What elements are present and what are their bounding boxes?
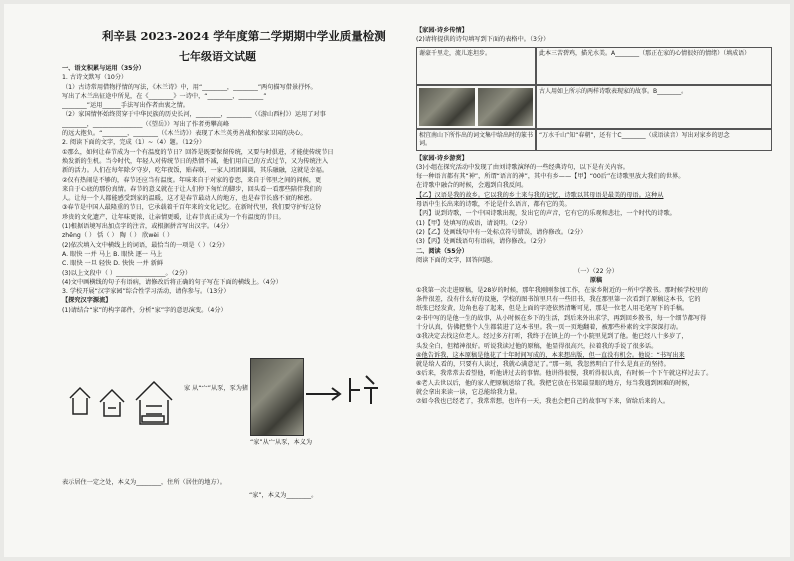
text-line: 人。让每一个人都能感受到家的温暖，这才是春节最动人的地方，也是春节长盛不衰的秘密。 [62, 195, 316, 203]
text-line: (1)请结合“家”的构字部件，分析“家”字的意思演变。（4分） [62, 306, 227, 314]
table-cell-photos [416, 85, 536, 129]
text-line: ________，________________（《望岳》）写出了作者勇攀高峰 [62, 120, 230, 128]
text-line: (2)依次填入文中横线上的词语，最恰当的一项是（ ）（2分） [62, 241, 229, 249]
passage-line: ⑦如今我也已经老了，我常常想，也许有一天，我也会把自己的故事写下来，留给后来的人。 [416, 398, 670, 406]
exam-sheet [4, 4, 790, 557]
section-tag: 【家园·诗乡传情】 [416, 27, 468, 34]
passage-line: 十分认真，仿佛把整个人生都装进了这本书里。我一页一页地翻着，被那些朴素的文字深深打动。 [416, 323, 683, 331]
text-line: （2）家国情怀始终贯穿于中华民族的历史长河，________，________（《游山西村》）运用了对事 [62, 111, 326, 119]
glyph-icon [344, 370, 384, 410]
passage-line: ③我决定去找这位老人。经过多方打听，我终于在镇上的一个小院里见到了他。他已经八十多岁了， [416, 333, 688, 341]
passage-line: 条件很差，没有什么好的设施，学校的图书馆里只有一些旧书，我在那里第一次看到了原稿这本书，它的 [416, 296, 701, 304]
text-line: 阅读下面的文字，回答问题。 [416, 256, 497, 264]
section-tag: 【家园·诗乡游赏】 [416, 154, 468, 162]
passage-title: 原稿 [589, 277, 603, 285]
right-column [416, 26, 776, 407]
text-line: zhēng（ ） 恬（ ） 陶（ ） 欣wèi（ ） [62, 232, 174, 240]
text-line: ③春节是中国人最隆重的节日，它承载着千百年来的文化记忆。在新时代里，我们要守护好这份 [62, 204, 322, 212]
text-line: 母语中生长出来的诗歌，不论是什么语言，都有它的美。 [416, 201, 571, 209]
lotus-photo [419, 88, 475, 126]
text-line: (2)请将提供的诗句填写到下面的表格中。（3分） [416, 36, 550, 44]
table-cell: 古人用如上所示的两样诗歌表现家的故事。B________。 [536, 85, 772, 129]
seal-char-images [62, 374, 222, 434]
text-line: (1)【甲】处填写的成语，请说明。（2分） [416, 219, 531, 227]
text-line: “家”，本义为________。 [249, 492, 318, 499]
text-line: A. 眼快 一并 马上 B. 眼快 逐一 马上 [62, 250, 163, 258]
text-line: 1. 古诗文默写（10分） [62, 74, 128, 82]
exam-title: 利辛县 2023-2024 学年度第二学期期中学业质量检测 [102, 29, 386, 43]
poetry-table [416, 47, 772, 151]
text-line: 来自于心底的那份真情。春节的意义就在于让人们停下匆忙的脚步，回头看一看那些陪伴我们的 [62, 185, 322, 193]
text-line: 【丙】说到诗歌，一个中国诗歌出现，发出它的声音，它有它的乐观和悲壮，一个时代的诗歌。 [416, 210, 676, 218]
passage-line: 就会拿出来读一读，它总能给我力量。 [416, 389, 522, 397]
text-line: 【乙】汉语是我的故乡。它以我的乡土来与我的记忆，诗歌以其母语是最美的母语。这种从 [416, 191, 664, 199]
passage-line: 纸张已经发黄，边角也卷了起来，但是上面的字迹依然清晰可见，那是一位老人用毛笔写下的手稿。 [416, 305, 689, 313]
oracle-photo [250, 358, 304, 436]
text-line: 每一种语言都有其“神”，所谓“语言的神”，其中有乡——【甲】“00后”在诗歌里放大我们的世界。 [416, 173, 685, 181]
passage-line: 就是给人看的，只要有人读过，我就心满意足了。”那一刻，我忽然明白了什么是真正的坚持。 [416, 361, 670, 369]
exam-subtitle: 七年级语文试题 [179, 50, 256, 63]
text-line: 焕发新的生机。当今时代，年轻人对传统节日的热情不减，他们用自己的方式过节，又为传统注入 [62, 157, 329, 165]
text-line: 的远大抱负。“________，________（《木兰诗》）表现了木兰英勇善战和保家卫国的决心。 [62, 130, 307, 138]
text-line: (3)小组在探究活动中发现了由刘诗歌演绎的一些经典诗句，以下是有关内容。 [416, 163, 629, 171]
table-cell: 此本三苦碧鸡，描光水美。A________（那正在家的心情很好的情绪）（填成语） [536, 47, 772, 85]
passage-line: ①我第一次走进原稿，是28岁的时候，那年我刚刚参加工作，在家乡附近的一所中学教书。那时候学校里的 [416, 286, 708, 294]
left-bottom-right [249, 491, 399, 500]
passage-line: ⑤后来，我常常去看望他，听他讲过去的事情。他讲得很慢，我听得很认真，有时候一个下午就这样过去了。 [416, 370, 713, 378]
text-line: ②仅有热闹是不够的，春节还应当有温度。年味来自于对家的眷恋，来自于邻里之间的问候，更 [62, 176, 322, 184]
char-evolution-figure [62, 344, 398, 464]
text-line: 在诗歌中融合的时候，会遇到自我反问。 [416, 182, 528, 190]
text-line: (4)文中画横线的句子有语病，请修改后将正确的句子写在下面的横线上。（4分） [62, 278, 282, 286]
text-line: 表示居住一定之处，本义为________，住所（居住的地方）。 [62, 479, 226, 486]
passage-line: 头发全白，但精神很好。听说我读过他的原稿，他显得很高兴，拉着我的手说了很多话。 [416, 342, 658, 350]
table-cell: “万水千山”知“春朝”，还有十C________（成语读音）写出对家乡的思念 [536, 129, 772, 151]
section-heading: 二、阅读（55分） [416, 247, 468, 255]
text-line: 珍贵的文化遗产，让年味更浓，让亲情更暖，让春节真正成为一个有温度的节日。 [62, 213, 285, 221]
text-line: （1）古诗常用借物抒情的写法，《木兰诗》中，用“________，________”两句描写借景抒怀。 [62, 83, 317, 91]
text-line: 3. 学校开展“汉字家园”综合性学习活动，请你参与。（13分） [62, 288, 230, 296]
passage-line: ④他告诉我，这本原稿是他花了十年时间写成的，本来想出版，但一直没有机会。他说：“书写出来 [416, 351, 685, 359]
table-cell: 谢豪千里走，流儿连坦步。 [416, 47, 536, 85]
section-heading: 【探究汉字源流】 [62, 297, 112, 305]
text-line: C. 眼快 一旦 轻快 D. 快快 一并 新鲜 [62, 260, 164, 268]
char-caption-left: 家 从“宀”从豕，豕为猪 [184, 385, 249, 392]
text-line: (2)【乙】处画线句中有一处标点符号错误，请你修改。（2分） [416, 228, 587, 236]
text-line: ________”运用______手法写出作者由衷之情。 [62, 102, 189, 110]
char-caption-right: “家”从宀从豕，本义为 [250, 439, 313, 446]
passage-line: ⑥老人去世以后，他的家人把原稿送给了我。我把它放在书架最显眼的地方，每当我遇到困难的时候， [416, 379, 694, 387]
text-line: (3)以上文段中（ ）________________。（2分） [62, 269, 192, 277]
table-cell: 相宜南山下所作出的词文集中给出时的篆书词。 [416, 129, 536, 151]
text-line: (3)【丙】处画线语句有语病，请你修改。（2分） [416, 238, 550, 246]
passage-section: （一）（22 分） [574, 268, 618, 276]
flower-photo [478, 88, 534, 126]
passage-line: ②书中写的是他一生的故事，从小时候在乡下的生活，到后来外出求学，再到回乡教书，每一个细节都写得 [416, 314, 707, 322]
text-line: 2. 阅读下面的文字，完成（1）~（4）题。（12分） [62, 139, 206, 147]
left-bottom [62, 478, 398, 487]
text-line: 写出了木兰出征途中所见，在《________》一诗中，“________，________” [62, 92, 267, 100]
text-line: 新的活力。人们在每年除夕守岁，吃年夜饭，贴春联，一家人团团圆圆，其乐融融，这就是幸福。 [62, 167, 329, 175]
left-column [62, 64, 398, 315]
text-line: (1)根据语境写出加点字的注音，或根据拼音写出汉字。（4分） [62, 223, 233, 231]
text-line: ①那么，如何让春节成为一个有温度的节日？回答是既要保留传统，又要与时俱进，才能使传统节日 [62, 148, 334, 156]
text-line: 一、语文积累与运用（35分） [62, 65, 145, 72]
house-glyphs-icon [62, 374, 222, 434]
